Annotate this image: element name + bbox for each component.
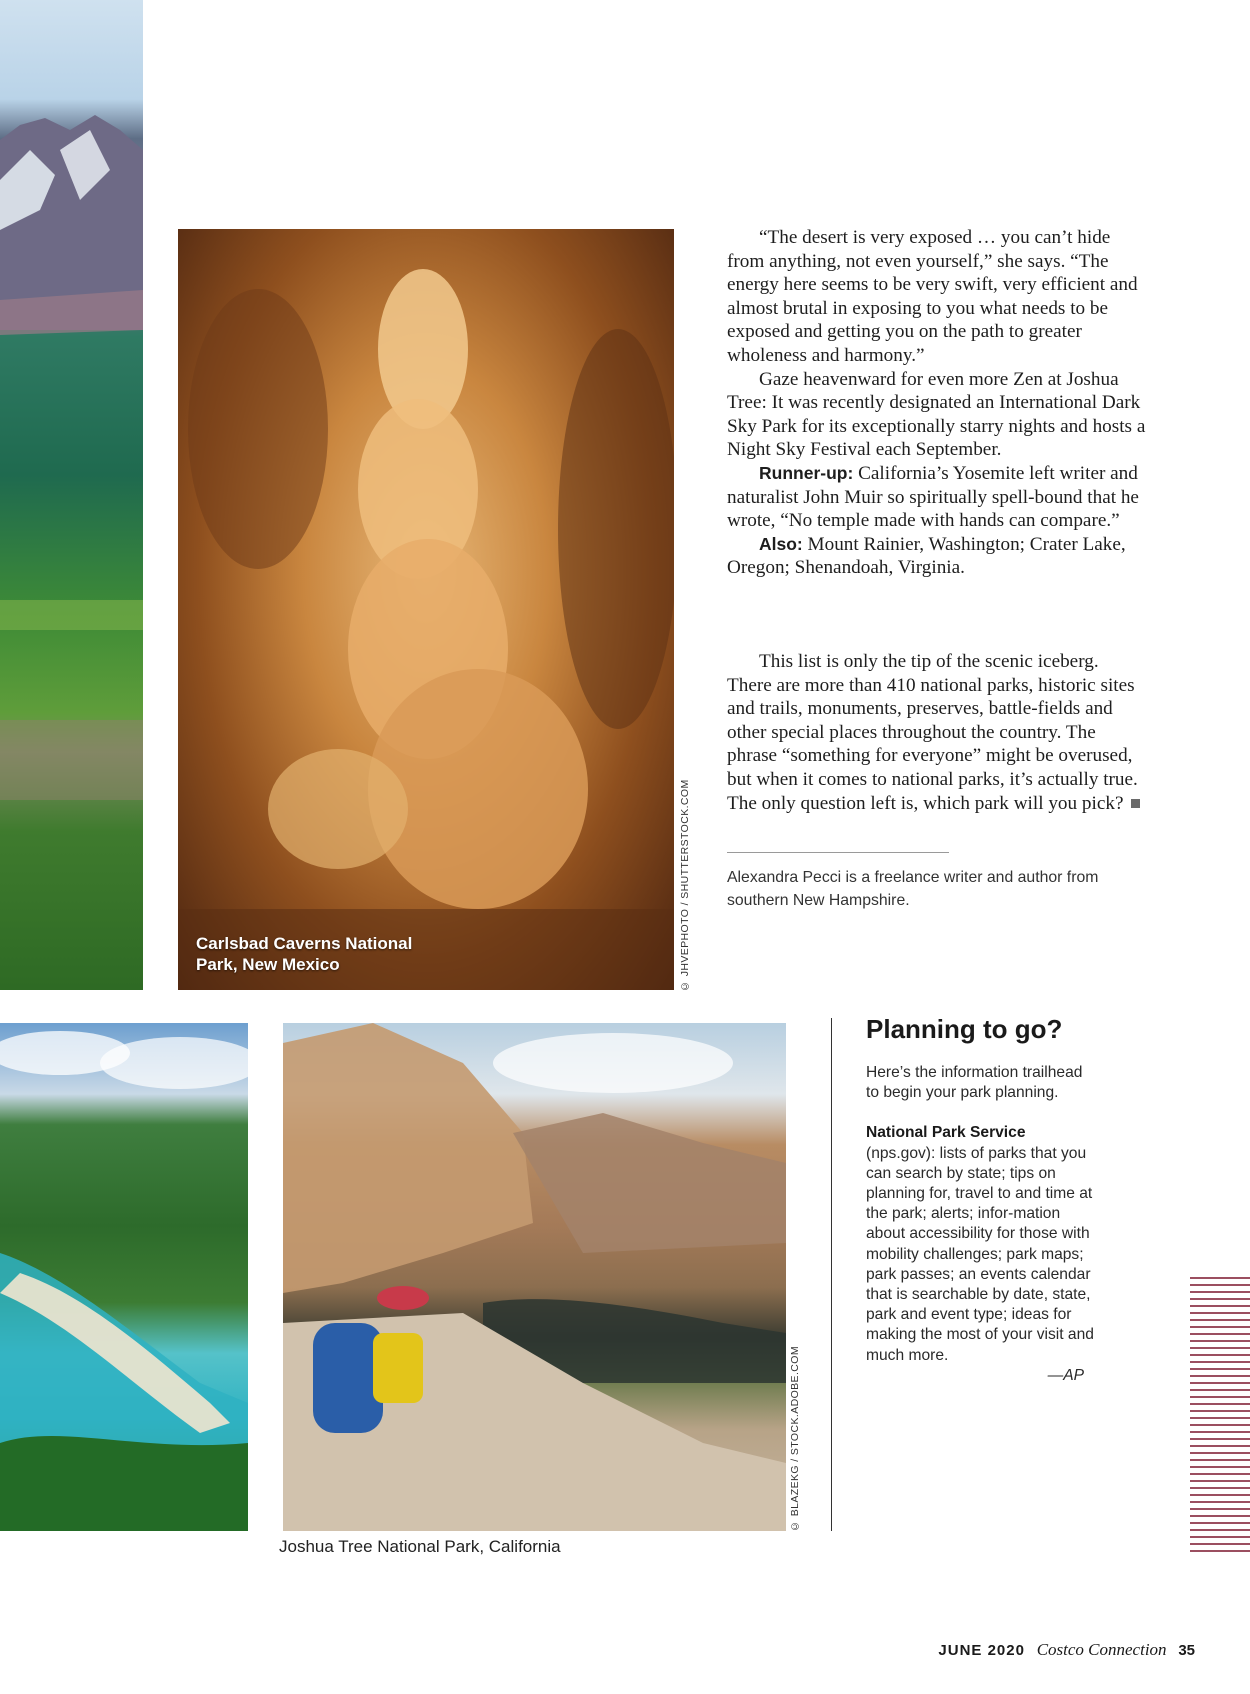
sidebar-title: Planning to go? bbox=[866, 1014, 1063, 1044]
page-footer bbox=[938, 1640, 1195, 1660]
runner-up-label: Runner-up: bbox=[759, 462, 854, 483]
joshua-tree-photo bbox=[283, 1023, 786, 1531]
footer-date: JUNE 2020 bbox=[938, 1642, 1025, 1659]
sidebar-attribution: —AP bbox=[1047, 1366, 1084, 1384]
mountain-photo bbox=[0, 0, 143, 990]
decorative-stripes bbox=[1190, 1277, 1250, 1555]
footer-magazine: Costco Connection bbox=[1036, 1640, 1167, 1659]
article-body bbox=[727, 226, 1147, 580]
article-paragraph: Gaze heavenward for even more Zen at Joshua Tree: It was recently designated an International Dark Sky Park for its exceptionally starry nights and hosts a Night Sky Festival each September. bbox=[727, 368, 1146, 461]
cave-photo-credit: © JHVEPHOTO / SHUTTERSTOCK.COM bbox=[679, 779, 691, 992]
closing-paragraph-block bbox=[727, 650, 1147, 815]
page-number: 35 bbox=[1178, 1642, 1195, 1659]
sidebar-subheading: National Park Service bbox=[866, 1124, 1026, 1142]
bio-divider bbox=[727, 852, 949, 853]
joshua-tree-photo-credit: © BLAZEKG / STOCK.ADOBE.COM bbox=[789, 1346, 801, 1532]
author-bio: Alexandra Pecci is a freelance writer and author from southern New Hampshire. bbox=[727, 869, 1099, 909]
runner-up-text: California’s Yosemite left writer and naturalist John Muir so spiritually spell-bound that he wrote, “No temple made with hands can compare.” bbox=[727, 462, 1139, 532]
article-paragraph: “The desert is very exposed … you can’t hide from anything, not even yourself,” she says. “The energy here seems to be very swift, very efficient and almost brutal in exposing to you what needs to be exposed and getting you on the path to greater wholeness and harmony.” bbox=[727, 227, 1138, 366]
also-paragraph bbox=[727, 533, 1147, 580]
end-mark-icon bbox=[1131, 799, 1140, 808]
also-text: Mount Rainier, Washington; Crater Lake, Oregon; Shenandoah, Virginia. bbox=[727, 533, 1126, 579]
cave-photo-caption: Carlsbad Caverns National Park, New Mexico bbox=[196, 934, 413, 974]
sidebar-intro: Here’s the information trailhead to begin your park planning. bbox=[866, 1064, 1083, 1102]
runner-up-paragraph bbox=[727, 462, 1147, 533]
planning-sidebar bbox=[866, 1013, 1096, 1386]
sidebar-body: (nps.gov): lists of parks that you can search by state; tips on planning for, travel to and time at the park; alerts; infor-mation about accessibility for those with mobility challenges; park maps; park passes; an events calendar that is searchable by date, state, park and event type; ideas for making the most of your visit and much more. bbox=[866, 1144, 1094, 1364]
sidebar-divider bbox=[831, 1018, 832, 1531]
joshua-tree-photo-caption: Joshua Tree National Park, California bbox=[279, 1537, 561, 1556]
cave-photo bbox=[178, 229, 674, 990]
beach-photo bbox=[0, 1023, 248, 1531]
closing-text: This list is only the tip of the scenic iceberg. There are more than 410 national parks, historic sites and trails, monuments, preserves, battle-fields and other special places throughout the country. The phrase “something for everyone” might be overused, but when it comes to national parks, it’s actually true. The only question left is, which park will you pick? bbox=[727, 651, 1138, 814]
also-label: Also: bbox=[759, 533, 803, 554]
closing-paragraph bbox=[727, 650, 1147, 815]
